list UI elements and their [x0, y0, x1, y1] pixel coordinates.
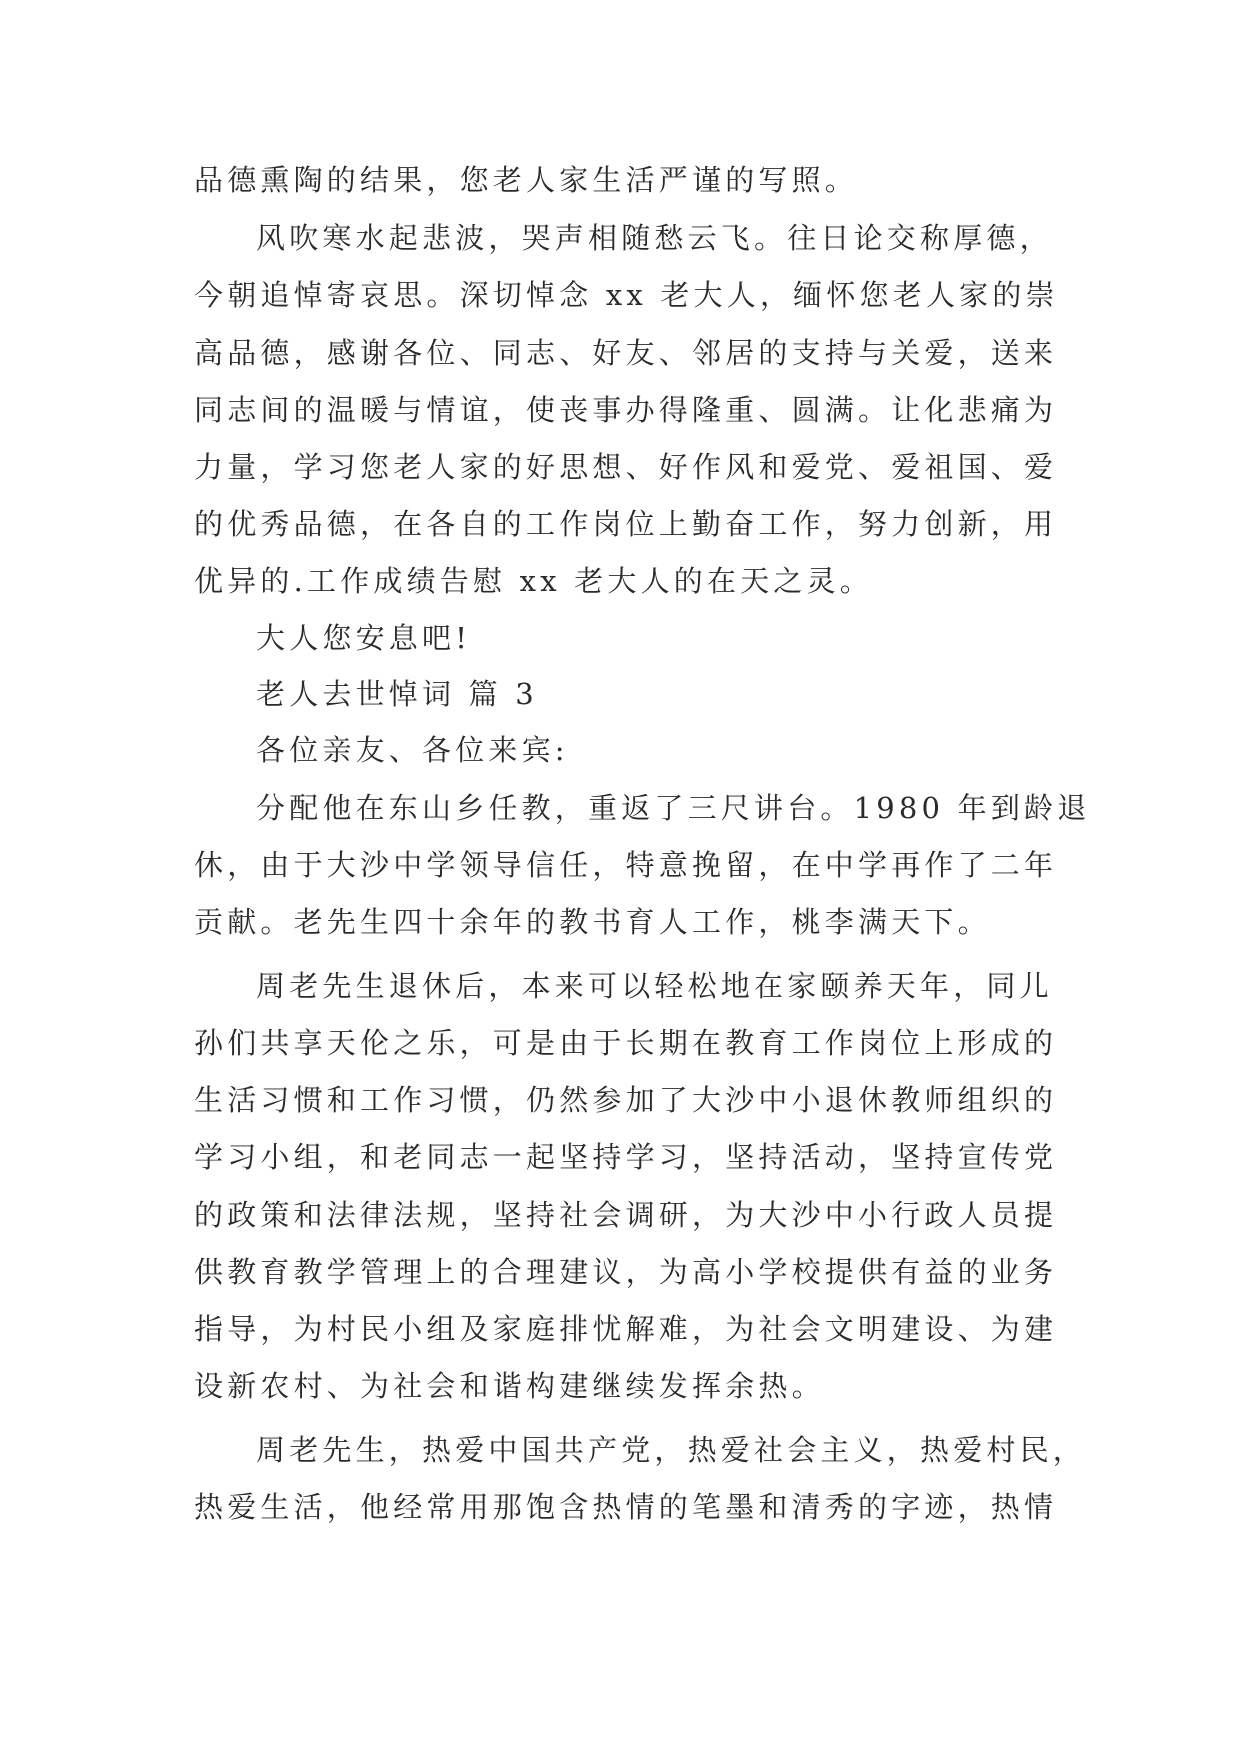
text-line: 的政策和法律法规，坚持社会调研，为大沙中小行政人员提 [194, 1198, 1058, 1232]
text-line: 生活习惯和工作习惯，仍然参加了大沙中小退休教师组织的 [194, 1083, 1058, 1117]
text-line: 高品德，感谢各位、同志、好友、邻居的支持与关爱，送来 [194, 336, 1058, 370]
text-line: 休，由于大沙中学领导信任，特意挽留，在中学再作了二年 [194, 848, 1058, 882]
text-line: 贡献。老先生四十余年的教书育人工作，桃李满天下。 [194, 905, 991, 939]
paragraph-first-line: 周老先生，热爱中国共产党，热爱社会主义，热爱村民， [256, 1433, 1087, 1467]
section-heading: 老人去世悼词 篇 3 [256, 677, 538, 711]
text-line: 设新农村、为社会和谐构建继续发挥余热。 [194, 1369, 825, 1403]
text-line: 同志间的温暖与情谊，使丧事办得隆重、圆满。让化悲痛为 [194, 393, 1058, 427]
text-line: 学习小组，和老同志一起坚持学习，坚持活动，坚持宣传党 [194, 1140, 1058, 1174]
text-line: 供教育教学管理上的合理建议，为高小学校提供有益的业务 [194, 1255, 1058, 1289]
paragraph-first-line: 周老先生退休后，本来可以轻松地在家颐养天年，同儿 [256, 969, 1053, 1003]
text-line: 指导，为村民小组及家庭排忧解难，为社会文明建设、为建 [194, 1312, 1058, 1346]
text-line: 孙们共享天伦之乐，可是由于长期在教育工作岗位上形成的 [194, 1026, 1058, 1060]
salutation: 各位亲友、各位来宾: [256, 733, 569, 767]
text-line: 优异的.工作成绩告慰 xx 老大人的在天之灵。 [194, 564, 873, 598]
paragraph-first-line: 分配他在东山乡任教，重返了三尺讲台。1980 年到龄退 [256, 791, 1091, 825]
text-line: 今朝追悼寄哀思。深切悼念 xx 老大人，缅怀您老人家的崇 [194, 278, 1059, 312]
closing-line: 大人您安息吧! [256, 621, 472, 655]
text-line: 力量，学习您老人家的好思想、好作风和爱党、爱祖国、爱 [194, 450, 1058, 484]
paragraph-first-line: 风吹寒水起悲波，哭声相随愁云飞。往日论交称厚德， [256, 221, 1053, 255]
text-line: 品德熏陶的结果，您老人家生活严谨的写照。 [194, 163, 859, 197]
text-line: 的优秀品德，在各自的工作岗位上勤奋工作，努力创新，用 [194, 507, 1058, 541]
text-line: 热爱生活，他经常用那饱含热情的笔墨和清秀的字迹，热情 [194, 1490, 1058, 1524]
